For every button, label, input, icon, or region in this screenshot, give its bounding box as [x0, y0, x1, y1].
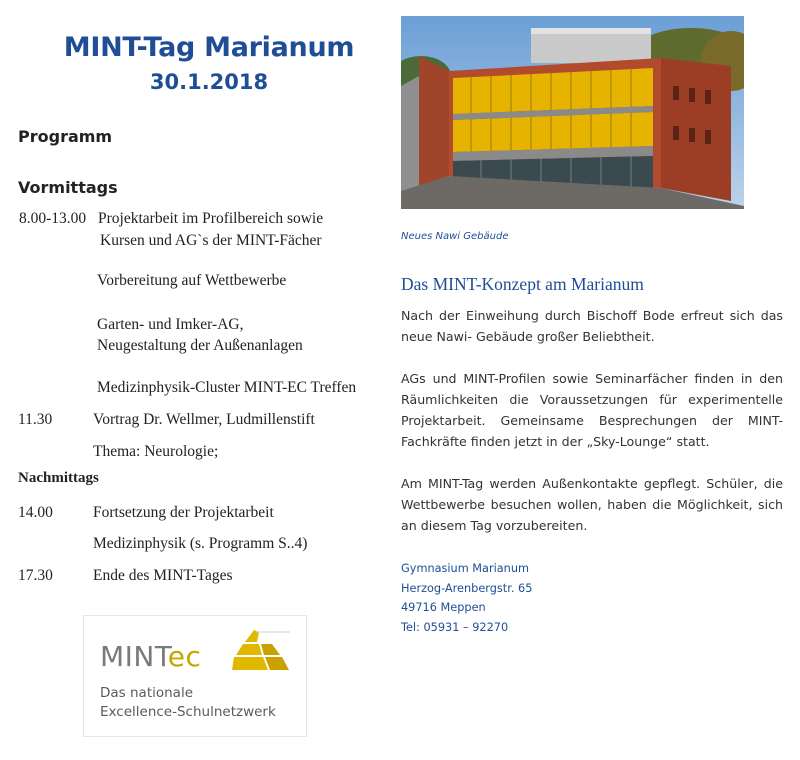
concept-paragraph: Nach der Einweihung durch Bischoff Bode erfreut sich das neue Nawi- Gebäude großer Beliebtheit. [401, 308, 783, 344]
concept-heading: Das MINT-Konzept am Marianum [401, 274, 644, 294]
contact-block [401, 559, 532, 637]
schedule-time: 17.30 [18, 567, 53, 584]
building-photo [401, 16, 744, 209]
logo-subtitle: Das nationale Excellence-Schulnetzwerk [100, 685, 276, 720]
afternoon-heading: Nachmittags [18, 470, 99, 486]
schedule-item: Kursen und AG`s der MINT-Fächer [100, 232, 322, 249]
mintec-logo [83, 615, 307, 737]
schedule-item: Neugestaltung der Außenanlagen [97, 337, 303, 354]
schedule-time: 11.30 [18, 411, 53, 428]
schedule-item: Vorbereitung auf Wettbewerbe [97, 272, 287, 289]
street-address: Herzog-Arenbergstr. 65 [401, 581, 533, 595]
pyramid-icon [232, 628, 290, 672]
schedule-item: Medizinphysik (s. Programm S..4) [93, 535, 308, 552]
schedule-item: Ende des MINT-Tages [93, 567, 233, 584]
schedule-item: Garten- und Imker-AG, [97, 316, 244, 333]
concept-paragraph: Am MINT-Tag werden Außenkontakte gepflegt. Schüler, die Wettbewerbe besuchen wollen, haben die Möglichkeit, sich an diesem Tag vorzubereiten. [401, 476, 783, 533]
event-date: 30.1.2018 [149, 70, 269, 94]
morning-heading: Vormittags [18, 178, 118, 197]
program-heading: Programm [18, 127, 113, 146]
page-title: MINT-Tag Marianum [63, 32, 355, 63]
school-name: Gymnasium Marianum [401, 562, 530, 575]
concept-paragraph: AGs und MINT-Profilen sowie Seminarfächer finden in den Räumlichkeiten die Voraussetzungen für experimentelle Projektarbeit. Gemeinsame Besprechungen der MINT-Fachkräfte finden jetzt in der „Sky-Lounge“ statt. [401, 371, 783, 449]
logo-wordmark: MINTec [100, 640, 202, 673]
schedule-item: Thema: Neurologie; [93, 443, 219, 460]
schedule-time: 14.00 [18, 504, 53, 521]
schedule-item: Vortrag Dr. Wellmer, Ludmillenstift [93, 411, 315, 428]
schedule-time: 8.00-13.00 [19, 210, 87, 227]
schedule-item: Projektarbeit im Profilbereich sowie [98, 210, 324, 227]
schedule-item: Medizinphysik-Cluster MINT-EC Treffen [97, 379, 357, 396]
photo-caption: Neues Nawi Gebäude [401, 231, 509, 242]
city: 49716 Meppen [401, 601, 486, 614]
phone-number: Tel: 05931 – 92270 [401, 620, 509, 634]
schedule-item: Fortsetzung der Projektarbeit [93, 504, 274, 521]
